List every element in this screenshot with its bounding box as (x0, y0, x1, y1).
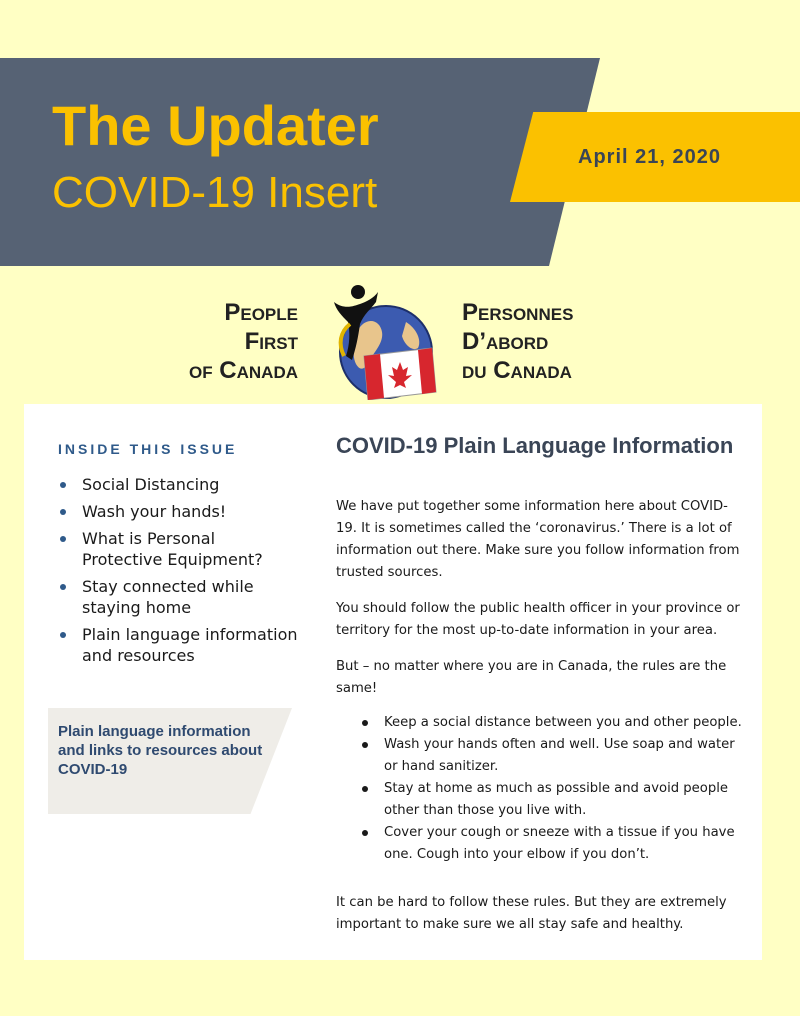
rule-text: Stay at home as much as possible and avoid people other than those you live with. (384, 781, 729, 818)
article-paragraph: But – no matter where you are in Canada, the rules are the same! (336, 659, 727, 696)
issue-item-label: Stay connected while staying home (82, 577, 254, 617)
globe-with-canada-flag-icon (320, 282, 450, 400)
article-paragraph: We have put together some information here about COVID-19. It is sometimes called the ‘coronavirus.’ There is a lot of information out there. Make sure you follow information from trusted sources. (336, 499, 740, 580)
logo-line: du Canada (462, 357, 572, 384)
logo-text-french (462, 298, 662, 385)
bullet-icon (362, 830, 368, 836)
logo-line: People (224, 299, 298, 326)
bullet-icon (60, 632, 66, 638)
issue-list-item (58, 474, 298, 495)
issue-item-label: Social Distancing (82, 475, 220, 494)
bullet-icon (60, 482, 66, 488)
bullet-icon (60, 584, 66, 590)
rules-list (358, 712, 748, 866)
issue-item-label: Wash your hands! (82, 502, 227, 521)
article-heading: COVID-19 Plain Language Information (336, 433, 734, 458)
rule-text: Keep a social distance between you and other people. (384, 715, 742, 730)
issue-list-item (58, 576, 298, 618)
bullet-icon (60, 509, 66, 515)
issue-item-label: What is Personal Protective Equipment? (82, 529, 263, 569)
logo-text-english (140, 298, 298, 385)
inside-this-issue-heading: INSIDE THIS ISSUE (58, 441, 238, 457)
logo-line: D’abord (462, 328, 549, 355)
article-closing-paragraph: It can be hard to follow these rules. But they are extremely important to make sure we all stay safe and healthy. (336, 895, 727, 932)
bullet-icon (362, 742, 368, 748)
bullet-icon (362, 720, 368, 726)
issue-item-label: Plain language information and resources (82, 625, 298, 665)
rule-list-item (358, 822, 748, 866)
header-band (0, 58, 600, 266)
logo-line: of Canada (189, 357, 298, 384)
issue-date: April 21, 2020 (578, 146, 721, 168)
rule-text: Wash your hands often and well. Use soap and water or hand sanitizer. (384, 737, 735, 774)
issue-list-item (58, 528, 298, 570)
newsletter-subtitle: COVID-19 Insert (52, 168, 378, 217)
rule-list-item (358, 734, 748, 778)
issue-list-item (58, 624, 298, 666)
bullet-icon (362, 786, 368, 792)
newsletter-title: The Updater (52, 94, 379, 157)
rule-list-item (358, 712, 748, 734)
callout-text: Plain language information and links to resources about COVID-19 (58, 723, 263, 778)
article-paragraph: You should follow the public health officer in your province or territory for the most up-to-date information in your area. (336, 601, 740, 638)
issue-list-item (58, 501, 298, 522)
logo-line: Personnes (462, 299, 574, 326)
bullet-icon (60, 536, 66, 542)
rule-text: Cover your cough or sneeze with a tissue if you have one. Cough into your elbow if you don’t. (384, 825, 735, 862)
rule-list-item (358, 778, 748, 822)
issue-list (58, 474, 298, 672)
logo-line: First (244, 328, 298, 355)
